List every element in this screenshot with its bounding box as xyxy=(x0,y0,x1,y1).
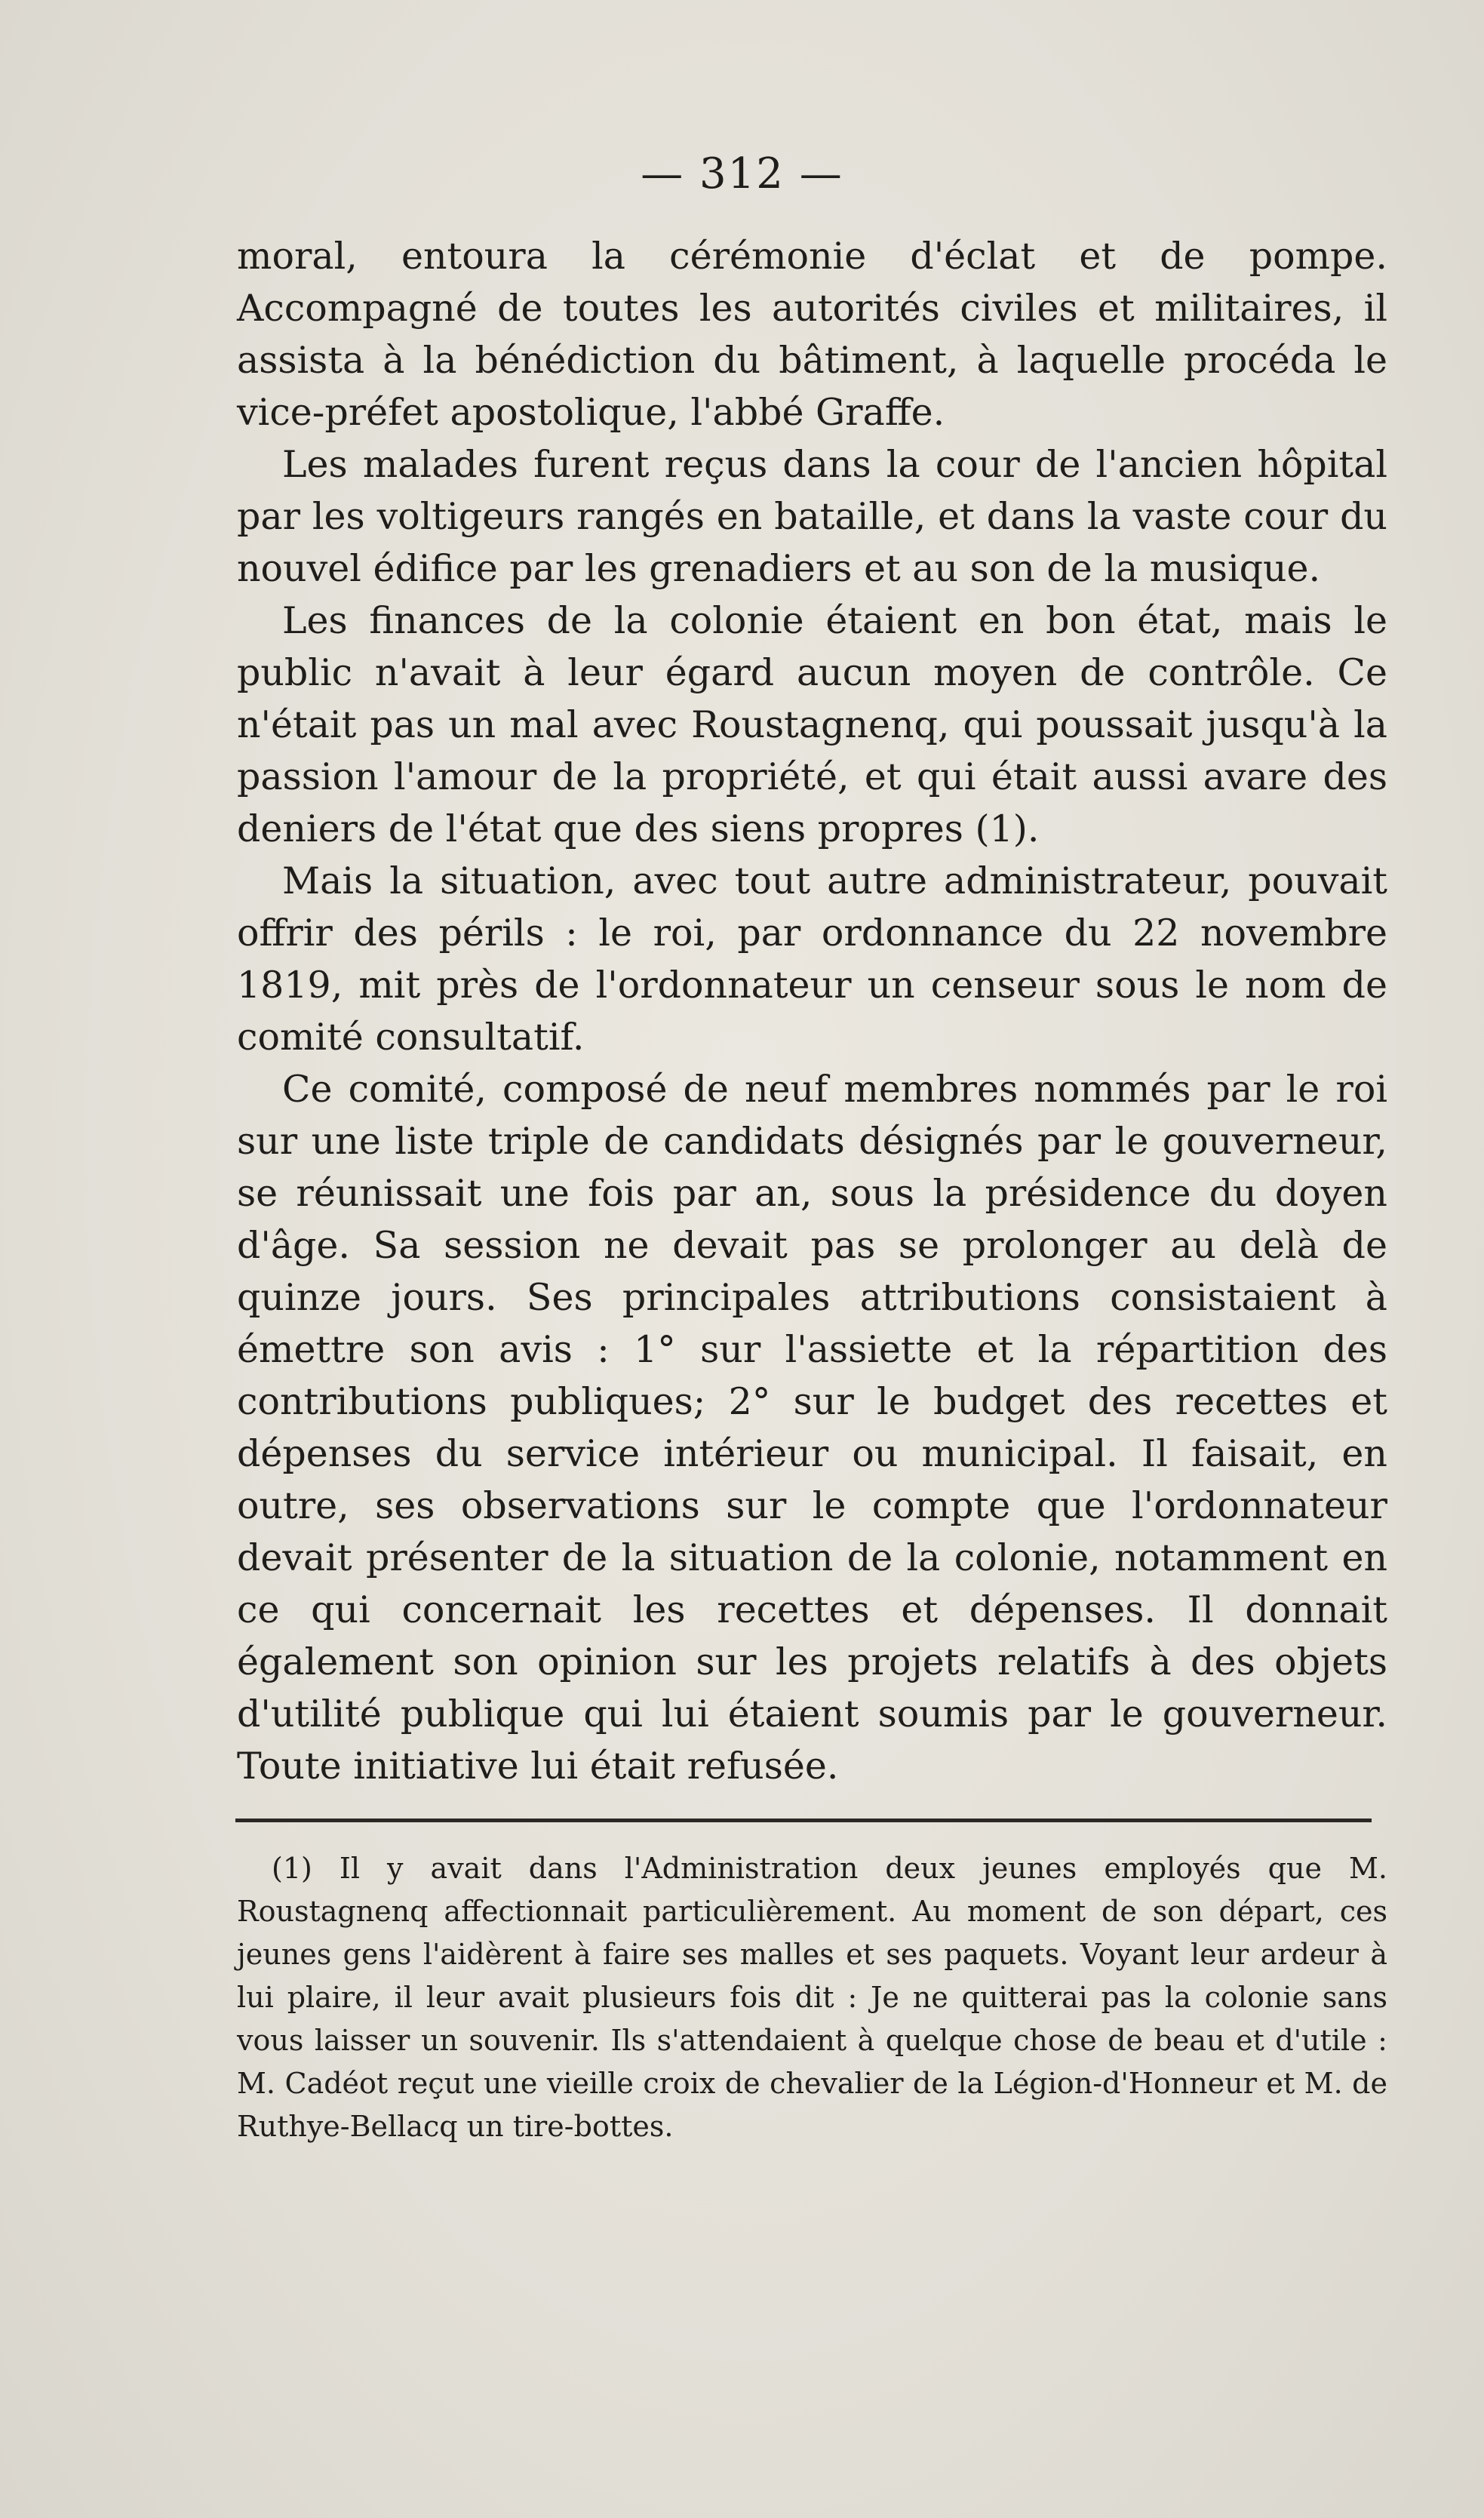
paragraph: Mais la situation, avec tout autre administrateur, pouvait offrir des périls : le roi, par ordonnance du 22 novembre 1819, mit près de l'ordonnateur un censeur sous le nom de comité consultatif. xyxy=(237,859,1387,1059)
footnote xyxy=(237,1847,1387,2148)
paragraph: Les malades furent reçus dans la cour de l'ancien hôpital par les voltigeurs rangés en bataille, et dans la vaste cour du nouvel édifice par les grenadiers et au son de la musique. xyxy=(237,443,1387,590)
paragraph: Les finances de la colonie étaient en bon état, mais le public n'avait à leur égard aucun moyen de contrôle. Ce n'était pas un mal avec Roustagnenq, qui poussait jusqu'à la passion l'amour de la propriété, et qui était aussi avare des deniers de l'état que des siens propres (1). xyxy=(237,599,1387,850)
paragraph: moral, entoura la cérémonie d'éclat et de pompe. Accompagné de toutes les autorités civiles et militaires, il assista à la bénédiction du bâtiment, à laquelle procéda le vice-préfet apostolique, l'abbé Graffe. xyxy=(237,235,1387,434)
main-text xyxy=(237,230,1387,1792)
footnote-separator xyxy=(235,1819,1372,1822)
footnote-text: (1) Il y avait dans l'Administration deux jeunes employés que M. Roustagnenq affectionnait particulièrement. Au moment de son départ, ces jeunes gens l'aidèrent à faire ses malles et ses paquets. Voyant leur ardeur à lui plaire, il leur avait plusieurs fois dit : Je ne quitterai pas la colonie sans vous laisser un souvenir. Ils s'attendaient à quelque chose de beau et d'utile : M. Cadéot reçut une vieille croix de chevalier de la Légion-d'Honneur et M. de Ruthye-Bellacq un tire-bottes. xyxy=(237,1852,1387,2143)
paragraph: Ce comité, composé de neuf membres nommés par le roi sur une liste triple de candidats désignés par le gouverneur, se réunissait une fois par an, sous la présidence du doyen d'âge. Sa session ne devait pas se prolonger au delà de quinze jours. Ses principales attributions consistaient à émettre son avis : 1° sur l'assiette et la répartition des contributions publiques; 2° sur le budget des recettes et dépenses du service intérieur ou municipal. Il faisait, en outre, ses observations sur le compte que l'ordonnateur devait présenter de la situation de la colonie, notamment en ce qui concernait les recettes et dépenses. Il donnait également son opinion sur les projets relatifs à des objets d'utilité publique qui lui étaient soumis par le gouverneur. Toute initiative lui était refusée. xyxy=(237,1068,1387,1788)
page-number: — 312 — xyxy=(641,149,843,198)
